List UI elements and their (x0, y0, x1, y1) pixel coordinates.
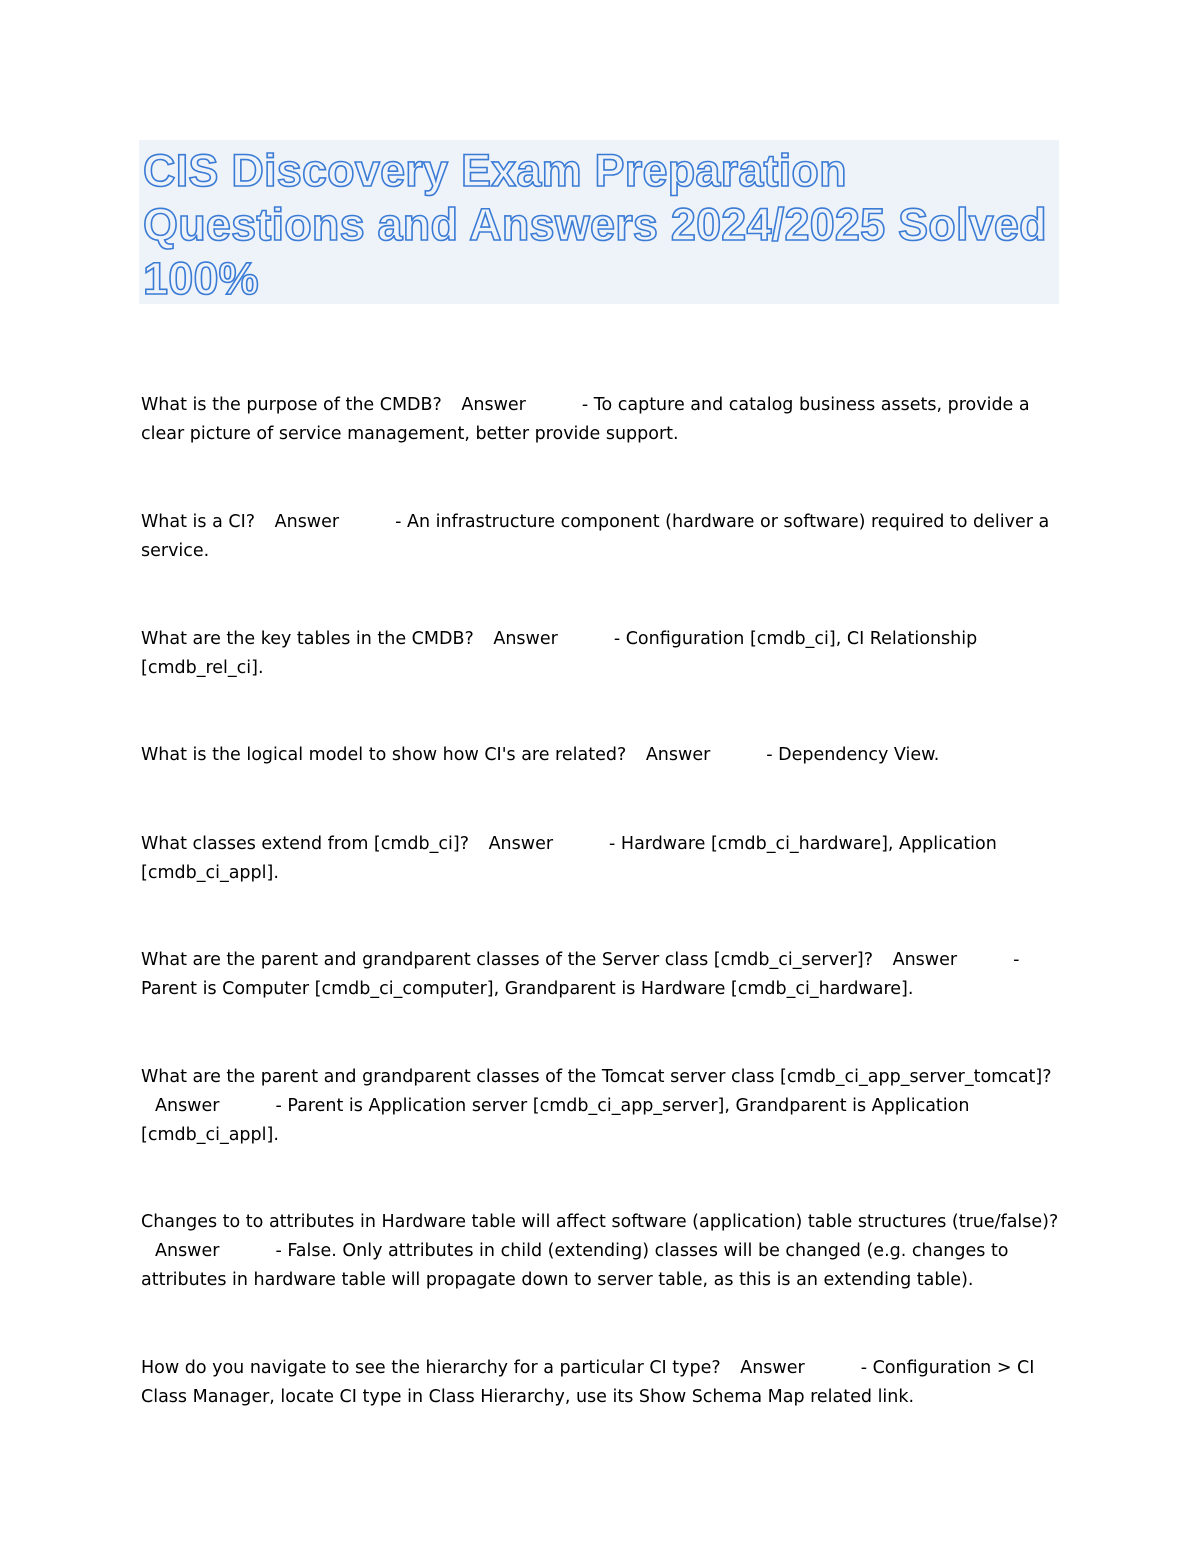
question-text: How do you navigate to see the hierarchy for a particular CI type? (141, 1358, 721, 1378)
answer-text: - Configuration [cmdb_ci], CI Relationship [cmdb_rel_ci]. (141, 629, 978, 678)
answer-label: Answer (740, 1358, 805, 1378)
question-text: What is a CI? (141, 512, 256, 532)
answer-text: - An infrastructure component (hardware or software) required to deliver a service. (141, 512, 1050, 561)
answer-label: Answer (461, 395, 526, 415)
answer-text: - Configuration > CI Class Manager, locate CI type in Class Hierarchy, use its Show Schema Map related link. (141, 1358, 1035, 1407)
question-text: What are the key tables in the CMDB? (141, 629, 474, 649)
qa-item-8 (141, 1208, 1061, 1295)
qa-item-4 (141, 741, 1061, 770)
answer-text: - Parent is Computer [cmdb_ci_computer], Grandparent is Hardware [cmdb_ci_hardware]. (141, 950, 1020, 999)
question-text: What are the parent and grandparent classes of the Tomcat server class [cmdb_ci_app_server_tomcat]? (141, 1067, 1052, 1087)
answer-label: Answer (493, 629, 558, 649)
answer-text: - False. Only attributes in child (extending) classes will be changed (e.g. changes to attributes in hardware table will propagate down to server table, as this is an extending table). (141, 1241, 1009, 1290)
answer-text: - Parent is Application server [cmdb_ci_app_server], Grandparent is Application [cmdb_ci_appl]. (141, 1096, 970, 1145)
document-title: CIS Discovery Exam Preparation Questions and Answers 2024/2025 Solved 100% (143, 145, 1047, 304)
question-text: What is the logical model to show how CI's are related? (141, 745, 627, 765)
title-banner (139, 140, 1059, 304)
answer-text: - To capture and catalog business assets, provide a clear picture of service management, better provide support. (141, 395, 1030, 444)
answer-label: Answer (892, 950, 958, 970)
answer-label: Answer (274, 512, 340, 532)
answer-label: Answer (488, 834, 554, 854)
qa-item-1 (141, 391, 1041, 449)
answer-label: Answer (645, 745, 711, 765)
qa-item-5 (141, 830, 1021, 888)
answer-label: Answer (155, 1241, 220, 1261)
answer-label: Answer (155, 1096, 220, 1116)
question-text: Changes to to attributes in Hardware table will affect software (application) table structures (true/false)? (141, 1212, 1059, 1232)
qa-item-3 (141, 625, 1001, 683)
answer-text: - Hardware [cmdb_ci_hardware], Application [cmdb_ci_appl]. (141, 834, 997, 883)
question-text: What are the parent and grandparent classes of the Server class [cmdb_ci_server]? (141, 950, 874, 970)
answer-text: - Dependency View. (766, 745, 940, 765)
qa-item-6 (141, 946, 1041, 1004)
qa-item-7 (141, 1063, 1061, 1150)
qa-item-9 (141, 1354, 1041, 1412)
qa-item-2 (141, 508, 1061, 566)
question-text: What is the purpose of the CMDB? (141, 395, 442, 415)
question-text: What classes extend from [cmdb_ci]? (141, 834, 469, 854)
